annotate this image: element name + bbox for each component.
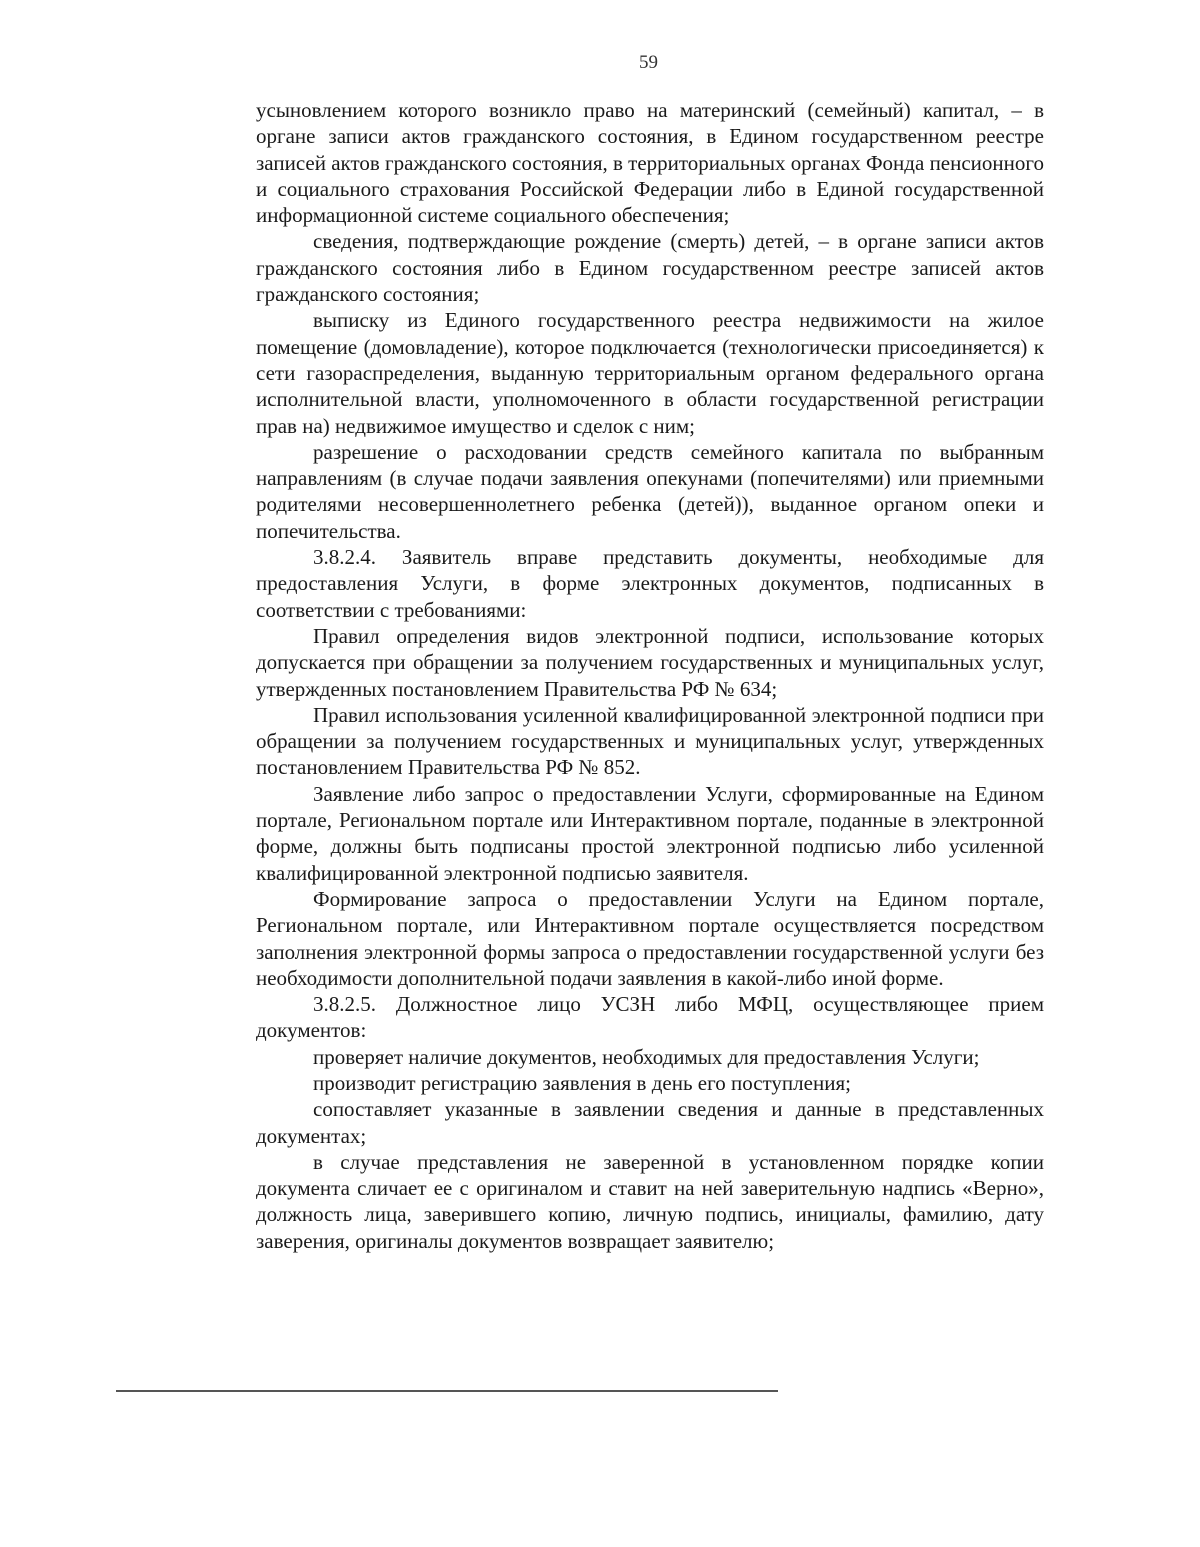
- paragraph-rules-634: Правил определения видов электронной подписи, использование которых допускается при обращении за получением государственных и муниципальных услуг, утвержденных постановлением Правительства РФ № 634;: [256, 623, 1044, 701]
- paragraph-compares-info: сопоставляет указанные в заявлении сведения и данные в представленных документах;: [256, 1097, 1044, 1148]
- document-body: [256, 97, 1044, 1254]
- paragraph-section-3-8-2-5: 3.8.2.5. Должностное лицо УСЗН либо МФЦ, осуществляющее прием документов:: [256, 992, 1044, 1043]
- paragraph-rules-852: Правил использования усиленной квалифицированной электронной подписи при обращении за получением государственных и муниципальных услуг, утвержденных постановлением Правительства РФ № 852.: [256, 702, 1044, 780]
- paragraph-copy-certification: в случае представления не заверенной в установленном порядке копии документа сличает ее с оригиналом и ставит на ней заверительную надпись «Верно», должность лица, заверившего копию, личную подпись, инициалы, фамилию, дату заверения, оригиналы документов возвращает заявителю;: [256, 1149, 1044, 1253]
- paragraph-continuation: усыновлением которого возникло право на материнский (семейный) капитал, – в органе записи актов гражданского состояния, в Едином государственном реестре записей актов гражданского состояния, в территориальных органах Фонда пенсионного и социального страхования Российской Федерации либо в Единой государственной информационной системе социального обеспечения;: [256, 98, 1044, 228]
- paragraph-section-3-8-2-4: 3.8.2.4. Заявитель вправе представить документы, необходимые для предоставления Услуги, в форме электронных документов, подписанных в соответствии с требованиями:: [256, 545, 1044, 622]
- page-number: 59: [639, 52, 658, 73]
- footer-divider: [116, 1390, 778, 1392]
- paragraph-real-estate-extract: выписку из Единого государственного реестра недвижимости на жилое помещение (домовладение), которое подключается (технологически присоединяется) к сети газораспределения, выданную территориальным органом федерального органа исполнительной власти, уполномоченного в области государственной регистрации прав на) недвижимое имущество и сделок с ним;: [256, 308, 1044, 438]
- paragraph-application-signature: Заявление либо запрос о предоставлении Услуги, сформированные на Едином портале, Региональном портале или Интерактивном портале, поданные в электронной форме, должны быть подписаны простой электронной подписью либо усиленной квалифицированной электронной подписью заявителя.: [256, 781, 1044, 885]
- paragraph-checks-documents: проверяет наличие документов, необходимых для предоставления Услуги;: [313, 1044, 980, 1069]
- paragraph-birth-death-info: сведения, подтверждающие рождение (смерть) детей, – в органе записи актов гражданского состояния либо в Едином государственном реестре записей актов гражданского состояния;: [256, 229, 1044, 307]
- paragraph-request-forming: Формирование запроса о предоставлении Услуги на Едином портале, Региональном портале, или Интерактивном портале осуществляется посредством заполнения электронной формы запроса о предоставлении государственной услуги без необходимости дополнительной подачи заявления в какой-либо иной форме.: [256, 886, 1044, 990]
- paragraph-registers-application: производит регистрацию заявления в день его поступления;: [313, 1070, 851, 1095]
- paragraph-guardianship-permission: разрешение о расходовании средств семейного капитала по выбранным направлениям (в случае подачи заявления опекунами (попечителями) или приемными родителями несовершеннолетнего ребенка (детей)), выданное органом опеки и попечительства.: [256, 439, 1044, 543]
